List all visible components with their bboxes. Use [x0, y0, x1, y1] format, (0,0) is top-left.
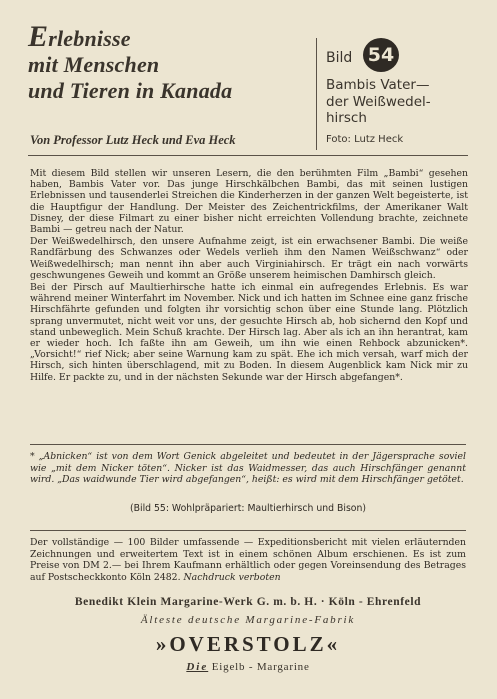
tagline-rest: Eigelb - Margarine: [208, 661, 310, 673]
subject-line: hirsch: [326, 110, 367, 126]
footnote-rule: [30, 444, 466, 445]
authors-line: Von Professor Lutz Heck und Eva Heck: [30, 133, 236, 147]
paragraph: Der Weißwedelhirsch, den unsere Aufnahme zeigt, ist ein erwachsener Bambi. Die weiße Randfärbung des Schwanzes oder Wedels verlieh ihm den Namen Weißschwanz“ oder Weißwedelhirsch; man nennt ihn aber auch Virginiahirsch. Er trägt ein nach vorwärts geschwungenes Geweih und kommt an Größe unserem heimischen Damhirsch gleich.: [30, 236, 468, 281]
story-text: [30, 168, 468, 383]
subject-line: Bambis Vater—: [326, 77, 430, 93]
album-notice: [30, 537, 466, 583]
album-notice-text: Der vollständige — 100 Bilder umfassende — Expeditionsbericht mit vielen erläuternden Zeichnungen und erweitertem Text ist in einem schönen Album erschienen. Es ist zum Preise von DM 2.— bei Ihrem Kaufmann erhältlich oder gegen Voreinsendung des Betrages auf Postscheckkonto Köln 2482.: [30, 537, 466, 583]
bild-label: Bild: [326, 50, 353, 66]
paragraph: Bei der Pirsch auf Maultierhirsche hatte ich einmal ein aufregendes Erlebnis. Es war während meiner Winterfahrt im November. Nick und ich hatten im Schnee eine ganz frische Hirschfährte gefunden und folgten ihr vorsichtig schon über eine Stunde lang. Plötzlich sprang unvermutet, nicht weit vor uns, der gesuchte Hirsch ab, hob sichernd den Kopf und stand unbeweglich. Mein Schuß krachte. Der Hirsch lag. Aber als ich an ihn herantrat, kam er wieder hoch. Ich faßte ihn am Geweih, um ihn wie einen Rehbock abzunicken*. „Vorsicht!“ rief Nick; aber seine Warnung kam zu spät. Ehe ich mich versah, warf mich der Hirsch, sich hinten überschlagend, mit zu Boden. In diesem Augenblick kam Nick mir zu Hilfe. Er packte zu, und in der nächsten Sekunde war der Hirsch abgefangen*.: [30, 282, 468, 383]
title-line: und Tieren in Kanada: [28, 78, 233, 103]
company-name: Benedikt Klein Margarine-Werk G. m. b. H. · Köln - Ehrenfeld: [74, 596, 422, 608]
footer-rule: [30, 530, 466, 531]
paragraph: Mit diesem Bild stellen wir unseren Lesern, die den berühmten Film „Bambi“ gesehen haben, Bambis Vater vor. Das junge Hirschkälbchen Bambi, das mit seinen lustigen Erlebnissen und tausenderlei Streichen die Kinderherzen in der ganzen Welt begeisterte, ist die Hauptfigur der Handlung. Der Meister des Zeichentrickfilms, der Amerikaner Walt Disney, der diese Filmart zu einer bisher nicht erreichten Vollendung brachte, zeichnete Bambi — getreu nach der Natur.: [30, 168, 468, 236]
title-line: Erlebnisse: [28, 20, 131, 53]
next-picture-reference: (Bild 55: Wohlpräpariert: Maultierhirsch und Bison): [129, 503, 366, 514]
tagline-die: Die: [186, 661, 209, 673]
card-title: [28, 20, 313, 104]
brand-name: »OVERSTOLZ«: [155, 632, 341, 656]
title-line: mit Menschen: [28, 52, 160, 77]
bild-number-badge: 54: [363, 38, 399, 72]
picture-subject: [326, 77, 486, 127]
reprint-notice: Nachdruck verboten: [183, 571, 281, 583]
subject-line: der Weißwedel-: [326, 93, 431, 110]
factory-line: Älteste deutsche Margarine-Fabrik: [140, 614, 356, 626]
header-divider: [316, 38, 317, 150]
footnote: * „Abnicken“ ist von dem Wort Genick abgeleitet und bedeutet in der Jägersprache soviel wie „mit dem Nicker töten“. Nicker ist das Waidmesser, das auch Hirschfänger genannt wird. „Das waidwunde Tier wird abgefangen“, heißt: es wird mit dem Hirschfänger getötet.: [30, 451, 466, 485]
photo-credit: Foto: Lutz Heck: [326, 134, 404, 145]
brand-tagline: [30, 661, 466, 673]
header-rule: [28, 155, 468, 156]
